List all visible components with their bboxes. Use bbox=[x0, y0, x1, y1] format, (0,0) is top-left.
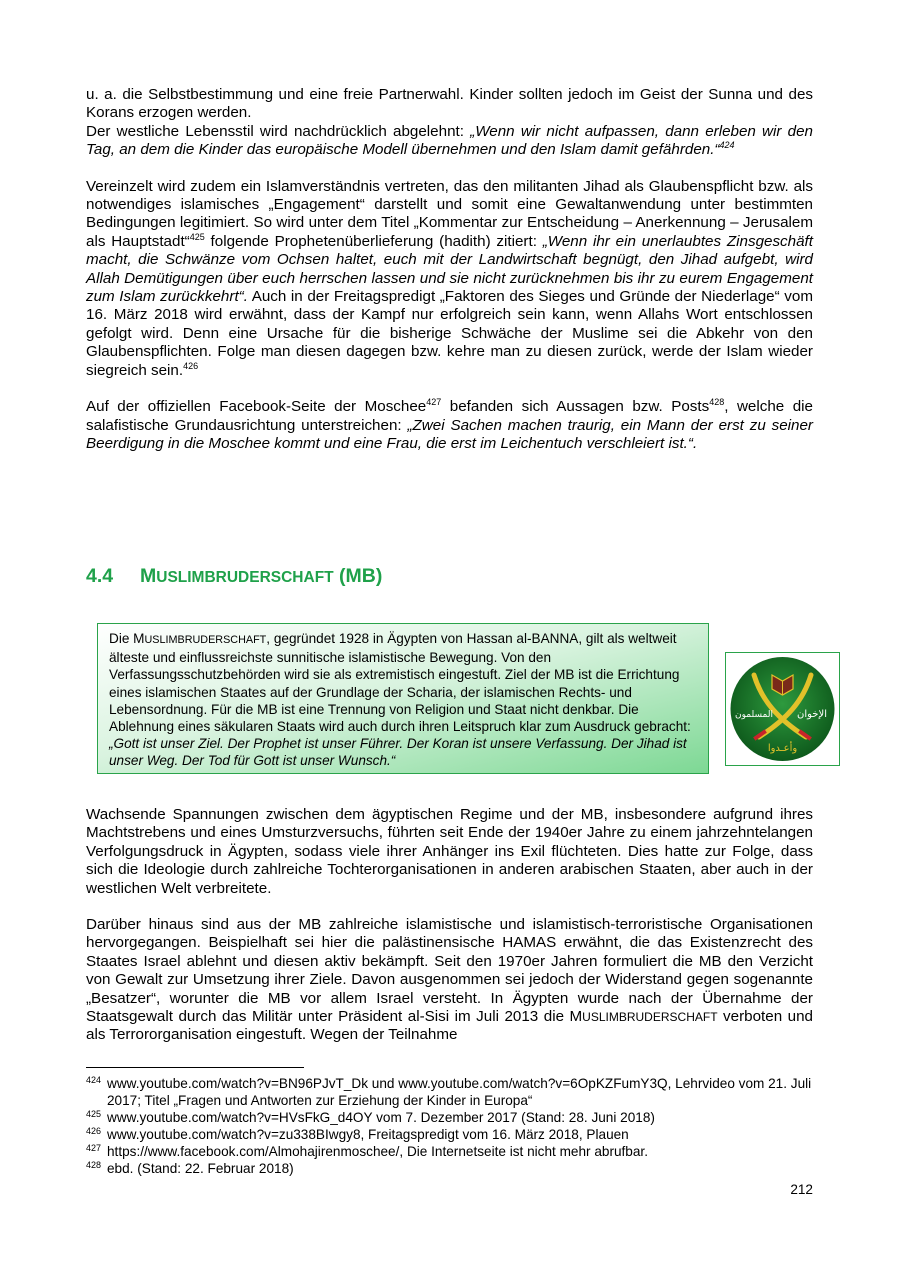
info-box: Die MUSLIMBRUDERSCHAFT, gegründet 1928 in Ägypten von Hassan al-BANNA, gilt als weltweit älteste und einflussreichste sunnitische islamistische Bewegung. Von den Verfassungsschutzbehörden wird sie als extremistisch eingestuft. Ziel der MB ist die Errichtung eines islamischen Staates auf der Grundlage der Scharia, der islamischen Rechts- und Lebensordnung. Für die MB ist eine Trennung von Religion und Staat nicht denkbar. Die Ablehnung eines säkularen Staats wird auch durch ihren Leitspruch klar zum Ausdruck gebracht: „Gott ist unser Ziel. Der Prophet ist unser Führer. Der Koran ist unsere Verfassung. Der Jihad ist unser Weg. Der Tod für Gott ist unser Wunsch.“ bbox=[97, 623, 709, 774]
paragraph-5: Wachsende Spannungen zwischen dem ägyptischen Regime und der MB, insbesondere aufgrund ihres Machtstrebens und eines Umsturzversuchs, führten seit Ende der 1940er Jahre zu einem jahrzehntelangen Verfolgungsdruck in Ägypten, sodass viele ihrer Anhänger ins Exil flüchteten. Dies hatte zur Folge, dass sich die Ideologie durch zahlreiche Tochterorganisationen in anderen arabischen Staaten, aber auch in der westlichen Welt verbreitete. bbox=[86, 806, 813, 897]
main-text-top bbox=[86, 86, 813, 453]
footnotes bbox=[86, 1075, 813, 1177]
paragraph-3: Vereinzelt wird zudem ein Islamverständnis vertreten, das den militanten Jihad als Glaubenspflicht bzw. als notwendiges islamisches „Engagement“ darstellt und somit eine Gewaltanwendung unter bestimmten Bedingungen legitimiert. So wird unter dem Titel „Kommentar zur Entscheidung – Anerkennung – Jerusalem als Hauptstadt“$^{425}$ folgende Prophetenüberlieferung (hadith) zitiert: „Wenn ihr ein unerlaubtes Zinsgeschäft macht, die Schwänze vom Ochsen haltet, euch mit der Landwirtschaft begnügt, den Jihad aufgebt, wird Allah Demütigungen über euch herrschen lassen und sie nicht zurücknehmen bis ihr zu eurem Engagement zum Islam zurückkehrt“. Auch in der Freitagspredigt „Faktoren des Sieges und Gründe der Niederlage“ vom 16. März 2018 wird erwähnt, dass der Kampf nur erfolgreich sein kann, wenn Allahs Wort entschlossen gefolgt wird. Denn eine Ursache für die bisherige Schwäche der Muslime sei die Abkehr von den Glaubenspflichten. Folge man diesen dagegen bzw. kehre man zu diesen zurück, werde der Islam wieder siegreich sein.$^{426}$ bbox=[86, 177, 813, 379]
section-number: 4.4 bbox=[86, 565, 114, 587]
logo-text-left: المسلمون bbox=[735, 710, 773, 720]
footnote-ref-426[interactable]: 426 bbox=[183, 360, 199, 371]
quote-3: „Zwei Sachen machen traurig, ein Mann der erst zu seiner Beerdigung in die Moschee kommt und eine Frau, die erst im Leichentuch verschleiert ist.“. bbox=[86, 416, 813, 452]
paragraph-4: Auf der offiziellen Facebook-Seite der Moschee$^{427}$ befanden sich Aussagen bzw. Posts$^{428}$, welche die salafistische Grundausrichtung unterstreichen: „Zwei Sachen machen traurig, ein Mann der erst zu seiner Beerdigung in die Moschee kommt und eine Frau, die erst im Leichentuch verschleiert ist.“. bbox=[86, 397, 813, 452]
section-heading bbox=[86, 565, 382, 588]
muslim-brotherhood-logo bbox=[725, 652, 840, 766]
footnote-ref-427[interactable]: 427 bbox=[426, 397, 442, 408]
footnote-ref-428[interactable]: 428 bbox=[709, 397, 725, 408]
motto-quote: „Gott ist unser Ziel. Der Prophet ist unser Führer. Der Koran ist unsere Verfassung. Der Jihad ist unser Weg. Der Tod für Gott ist unser Wunsch.“ bbox=[109, 736, 687, 769]
quote-1: „Wenn wir nicht aufpassen, dann erleben wir den Tag, an dem die Kinder das europäische Modell übernehmen und den Islam damit gefährden.“ bbox=[86, 122, 813, 159]
page-number: 212 bbox=[790, 1182, 813, 1197]
footnote-428: 428 ebd. (Stand: 22. Februar 2018) bbox=[86, 1160, 294, 1176]
footnote-425: 425 www.youtube.com/watch?v=HVsFkG_d4OY vom 7. Dezember 2017 (Stand: 28. Juni 2018) bbox=[86, 1109, 655, 1125]
footnote-ref-424[interactable]: 424 bbox=[719, 140, 735, 151]
logo-text-right: الإخوان bbox=[797, 709, 827, 720]
footnote-ref-425[interactable]: 425 bbox=[189, 231, 205, 242]
footnote-427: 427 https://www.facebook.com/Almohajirenmoschee/, Die Internetseite ist nicht mehr abrufbar. bbox=[86, 1143, 648, 1159]
footnote-separator bbox=[86, 1067, 304, 1068]
section-title: MUSLIMBRUDERSCHAFT (MB) bbox=[140, 565, 383, 587]
footnote-426: 426 www.youtube.com/watch?v=zu338BIwgy8, Freitagspredigt vom 16. März 2018, Plauen bbox=[86, 1126, 629, 1142]
quote-2: „Wenn ihr ein unerlaubtes Zinsgeschäft macht, die Schwänze vom Ochsen haltet, euch mit der Landwirtschaft begnügt, den Jihad aufgebt, wird Allah Demütigungen über euch herrschen lassen und sie nicht zurücknehmen bis ihr zu eurem Engagement zum Islam zurückkehrt“. bbox=[86, 232, 813, 306]
logo-emblem bbox=[726, 653, 839, 765]
main-text-bottom bbox=[86, 806, 813, 1045]
paragraph-1: u. a. die Selbstbestimmung und eine freie Partnerwahl. Kinder sollten jedoch im Geist der Sunna und des Korans erzogen werden. bbox=[86, 86, 813, 122]
paragraph-6: Darüber hinaus sind aus der MB zahlreiche islamistische und islamistisch-terroristische Organisationen hervorgegangen. Beispielhaft sei hier die palästinensische HAMAS erwähnt, die das Existenzrecht des Staates Israel ablehnt und diesen aktiv bekämpft. Seit den 1970er Jahren formuliert die MB den Verzicht von Gewalt zur Umsetzung ihrer Ziele. Davon ausgenommen sei jedoch der Widerstand gegen sogenannte „Besatzer“, worunter die MB vor allem Israel versteht. In Ägypten wurde nach der Übernahme der Staatsgewalt durch das Militär unter Präsident al-Sisi im Juli 2013 die MUSLIMBRUDERSCHAFT verboten und als Terrororganisation eingestuft. Wegen der Teilnahme bbox=[86, 916, 813, 1044]
logo-text-bottom: وأعـدوا bbox=[767, 743, 798, 754]
paragraph-2: Der westliche Lebensstil wird nachdrücklich abgelehnt: „Wenn wir nicht aufpassen, dann erleben wir den Tag, an dem die Kinder das europäische Modell übernehmen und den Islam damit gefährden.“$^{424}$ bbox=[86, 122, 813, 159]
footnote-424: 424 www.youtube.com/watch?v=BN96PJvT_Dk und www.youtube.com/watch?v=6OpKZFumY3Q, Lehrvideo vom 21. Juli 2017; Titel „Fragen und Antworten zur Erziehung der Kinder in Europa“ bbox=[86, 1075, 812, 1108]
